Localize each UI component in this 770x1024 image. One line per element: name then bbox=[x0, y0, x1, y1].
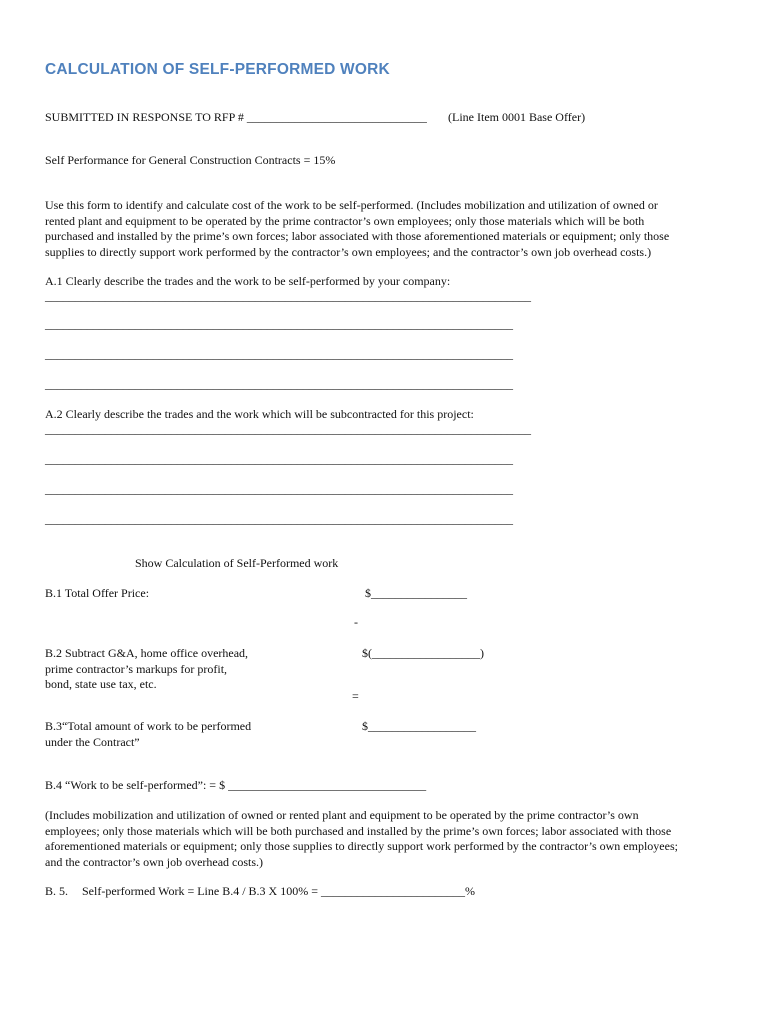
b2-label-line: prime contractor’s markups for profit, bbox=[45, 661, 228, 676]
a2-answer-line[interactable]: ______________________________________________________________________________ bbox=[45, 512, 513, 526]
a2-label: A.2 Clearly describe the trades and the work which will be subcontracted for this project: bbox=[45, 407, 474, 421]
includes-line: employees; only those materials which will be both purchased and installed by the prime’s own forces; labor associated with those bbox=[45, 823, 672, 838]
b3-label-line: B.3“Total amount of work to be performed bbox=[45, 719, 252, 733]
equals-sign: = bbox=[352, 689, 359, 703]
line-item-note: (Line Item 0001 Base Offer) bbox=[448, 110, 586, 124]
includes-line: and the contractor’s own job overhead costs.) bbox=[45, 854, 264, 869]
b5-formula-field[interactable]: Self-performed Work = Line B.4 / B.3 X 100% = ________________________% bbox=[82, 884, 475, 898]
a2-answer-line[interactable]: ______________________________________________________________________________ bbox=[45, 482, 513, 496]
a1-label: A.1 Clearly describe the trades and the work to be self-performed by your company: bbox=[45, 274, 451, 288]
a1-answer-line[interactable]: ______________________________________________________________________________ bbox=[45, 347, 513, 361]
intro-line: Use this form to identify and calculate cost of the work to be self-performed. (Includes mobilization and utilization of owned or bbox=[45, 198, 658, 212]
a1-answer-line[interactable]: ______________________________________________________________________________ bbox=[45, 377, 513, 391]
b4-line[interactable]: B.4 “Work to be self-performed”: = $ _________________________________ bbox=[45, 778, 427, 792]
b3-label-line: under the Contract” bbox=[45, 734, 140, 749]
b2-label-line: B.2 Subtract G&A, home office overhead, bbox=[45, 646, 249, 660]
page-title: CALCULATION OF SELF-PERFORMED WORK bbox=[45, 61, 390, 78]
self-performance-percentage: Self Performance for General Construction Contracts = 15% bbox=[45, 153, 336, 167]
rfp-number-line: SUBMITTED IN RESPONSE TO RFP # ______________________________ bbox=[45, 110, 427, 124]
includes-line: (Includes mobilization and utilization of owned or rented plant and equipment to be operated by the prime contractor’s own bbox=[45, 808, 639, 822]
a1-answer-line[interactable]: _________________________________________________________________________________ bbox=[45, 289, 531, 303]
b1-value-field[interactable]: $________________ bbox=[365, 586, 467, 600]
intro-line: purchased and installed by the prime’s own forces; labor associated with those aforementioned materials or equipment; only those bbox=[45, 229, 670, 243]
b3-label bbox=[45, 719, 251, 750]
a2-answer-line[interactable]: ______________________________________________________________________________ bbox=[45, 452, 513, 466]
includes-paragraph bbox=[45, 808, 678, 870]
b1-label: B.1 Total Offer Price: bbox=[45, 586, 150, 600]
intro-line: supplies to directly support work performed by the contractor’s own employees; and the contractor’s own job overhead costs.) bbox=[45, 244, 652, 259]
includes-line: aforementioned materials or equipment; only those supplies to directly support work performed by the contractor’s own employees; bbox=[45, 839, 678, 853]
b3-value-field[interactable]: $__________________ bbox=[362, 719, 476, 733]
b2-label bbox=[45, 646, 248, 693]
a1-answer-line[interactable]: ______________________________________________________________________________ bbox=[45, 317, 513, 331]
intro-paragraph bbox=[45, 198, 669, 260]
intro-line: rented plant and equipment to be operated by the prime contractor’s own employees; only those materials which will be both bbox=[45, 213, 645, 228]
a2-answer-line[interactable]: _________________________________________________________________________________ bbox=[45, 422, 531, 436]
b2-value-field[interactable]: $(__________________) bbox=[362, 646, 484, 660]
calculation-heading: Show Calculation of Self-Performed work bbox=[135, 556, 339, 570]
b5-number: B. 5. bbox=[45, 884, 69, 898]
b2-label-line: bond, state use tax, etc. bbox=[45, 677, 157, 691]
minus-sign: - bbox=[354, 615, 358, 629]
